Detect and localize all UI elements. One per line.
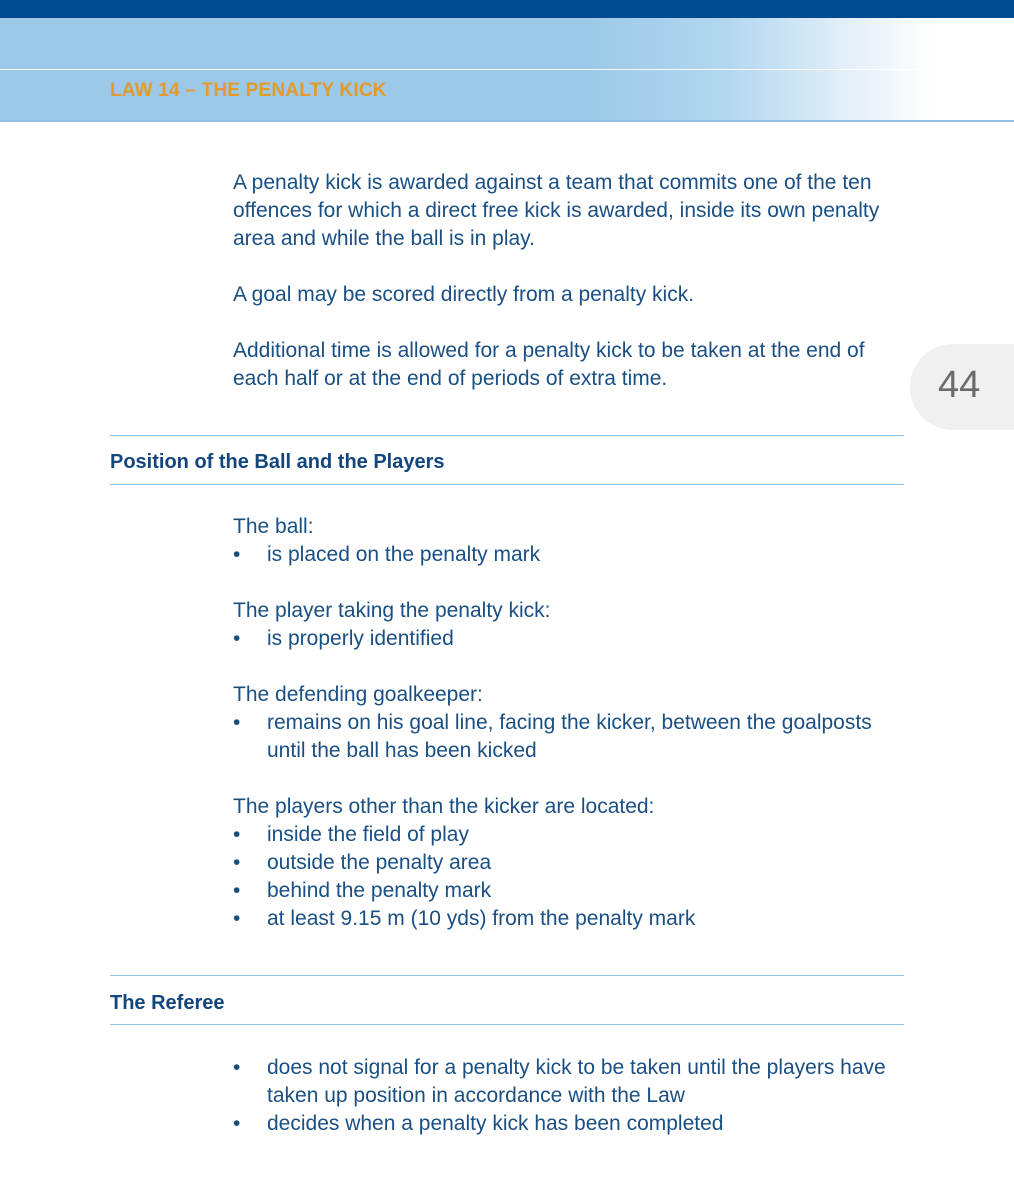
law-title: LAW 14 – THE PENALTY KICK xyxy=(110,80,387,101)
list-item xyxy=(233,821,913,849)
intro-paragraph: A penalty kick is awarded against a team that commits one of the ten offences for which a direct free kick is awarded, inside its own penalty area and while the ball is in play. xyxy=(233,171,880,250)
list-item xyxy=(233,905,913,933)
section-rule xyxy=(110,435,904,436)
list-item xyxy=(233,709,913,765)
bullet-icon: • xyxy=(233,627,241,650)
list-item-text: behind the penalty mark xyxy=(267,879,492,902)
intro-paragraph: A goal may be scored directly from a penalty kick. xyxy=(233,283,695,306)
group-label: The ball: xyxy=(233,515,314,538)
list-item-text: outside the penalty area xyxy=(267,851,492,874)
bullet-icon: • xyxy=(233,851,241,874)
group-label: The defending goalkeeper: xyxy=(233,683,483,706)
bullet-icon: • xyxy=(233,879,241,902)
header-bottom-border xyxy=(0,120,1014,122)
header-divider xyxy=(0,69,1014,70)
list-item xyxy=(233,1054,913,1110)
group-label: The player taking the penalty kick: xyxy=(233,599,551,622)
referee-section-body xyxy=(233,1054,913,1138)
bullet-list xyxy=(233,709,913,765)
list-item-text: is properly identified xyxy=(267,627,454,650)
list-item-text: is placed on the penalty mark xyxy=(267,543,541,566)
bullet-icon: • xyxy=(233,823,241,846)
bullet-icon: • xyxy=(233,1112,241,1135)
list-item-text: remains on his goal line, facing the kicker, between the goalposts until the ball has been kicked xyxy=(267,711,872,762)
bullet-list xyxy=(233,1054,913,1138)
section-heading-referee: The Referee xyxy=(110,992,225,1014)
bullet-list xyxy=(233,541,913,569)
list-item xyxy=(233,1110,913,1138)
section-rule xyxy=(110,484,904,485)
list-item-text: inside the field of play xyxy=(267,823,469,846)
section-heading-position: Position of the Ball and the Players xyxy=(110,451,445,473)
top-bar xyxy=(0,0,1014,18)
page-number: 44 xyxy=(938,364,981,406)
bullet-icon: • xyxy=(233,1056,241,1079)
list-item-text: at least 9.15 m (10 yds) from the penalty mark xyxy=(267,907,696,930)
group-label: The players other than the kicker are located: xyxy=(233,795,655,818)
list-item xyxy=(233,625,913,653)
list-item-text: decides when a penalty kick has been completed xyxy=(267,1112,724,1135)
bullet-list xyxy=(233,625,913,653)
section-rule xyxy=(110,975,904,976)
intro-section xyxy=(233,169,913,393)
bullet-icon: • xyxy=(233,543,241,566)
list-item-text: does not signal for a penalty kick to be taken until the players have taken up position in accordance with the Law xyxy=(267,1056,886,1107)
header-band xyxy=(0,18,1014,122)
intro-paragraph: Additional time is allowed for a penalty kick to be taken at the end of each half or at the end of periods of extra time. xyxy=(233,339,865,390)
bullet-list xyxy=(233,821,913,933)
section-rule xyxy=(110,1024,904,1025)
list-item xyxy=(233,849,913,877)
position-section-body xyxy=(233,513,913,933)
list-item xyxy=(233,877,913,905)
bullet-icon: • xyxy=(233,907,241,930)
bullet-icon: • xyxy=(233,711,241,734)
list-item xyxy=(233,541,913,569)
